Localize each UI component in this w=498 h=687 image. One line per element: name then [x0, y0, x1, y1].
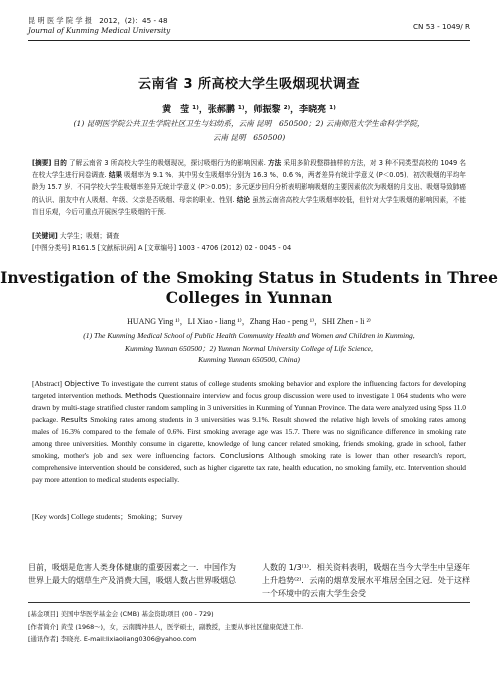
keywords-en: [32, 511, 183, 522]
affiliation-cn-line1: (1) 昆明医学院公共卫生学院社区卫生与妇幼系，云南 昆明 650500；2) 云南师范大学生命科学学院，: [73, 119, 425, 128]
footnote-author: [作者简介] 黄莹 (1968～)，女，云南腾冲县人，医学硕士，副教授，主要从事社区健康促进工作.: [28, 622, 304, 631]
title-en-line2: Colleges in Yunnan: [165, 288, 333, 307]
affiliation-cn-line2: 云南 昆明 650500): [212, 133, 286, 142]
footnote-correspondence: [通讯作者] 李晓亮. E-mail:lixiaoliang0306@yahoo.com: [28, 635, 197, 643]
journal-name-en: Journal of Kunming Medical University: [28, 26, 171, 35]
title-en: [0, 268, 498, 308]
cn-number: CN 53 - 1049/ R: [413, 22, 470, 31]
journal-header: [28, 16, 170, 36]
body-column-right: 人数的 1/3⁽¹⁾．相关资料表明，吸烟在当今大学生中呈逐年上升趋势⁽²⁾．云南的烟草发展水平堆居全国之冠．处于这样一个环境中的云南大学生会受: [262, 563, 470, 598]
result-label: 结果: [108, 171, 123, 180]
method-label: 方法: [268, 159, 282, 167]
methods-text: Questionnaire interview and focus group discussion were used to investigate 1 064 students who were drawn by multi-stage stratified cluster random sampling in 3 universities in Kunming of Yunnan Province. The data were analyzed using Spss 11.0 package.: [32, 391, 467, 424]
objective-text: To investigate the current status of college students smoking behavior and explore the influencing factors for developing targeted intervention methods.: [32, 379, 467, 400]
header-rule: [28, 40, 470, 41]
journal-name-cn: 昆 明 医 学 院 学 报 2012，(2)：45 - 48: [28, 16, 168, 25]
affiliation-en-line1: (1) The Kunming Medical School of Public Health Community Health and Women and Children in Kunming,: [83, 331, 415, 340]
title-en-line1: Investigation of the Smoking Status in Students in Three: [0, 268, 498, 287]
aim-label: 目的: [53, 159, 67, 167]
results-label: Results: [60, 415, 88, 424]
conclusions-text: Although smoking rate is lower than other research's report, comprehensive intervention should be considered, such as higher cigarette tax rate, health education, no smoking family, etc. Intervention should pay more attention to medical students especially.: [32, 451, 466, 484]
keywords-en-label: [Key words]: [32, 512, 70, 521]
objective-label: Objective: [64, 379, 100, 388]
abstract-cn: [32, 157, 466, 218]
keywords-cn-text: 大学生；吸烟；调查: [59, 232, 120, 240]
abstract-en: [32, 378, 466, 486]
keywords-cn-label: [关键词]: [32, 232, 58, 240]
result-text: 吸烟率为 9.1 %．其中男女生吸烟率分别为 16.3 %、0.6 %，两者差异有统计学意义 (P＜0.05)．初次吸烟的平均年龄为 15.7 岁．不同学校大学生吸烟率差异无统计学意义 (P＞0.05)；多元逐步回归分析表明影响吸烟的主要因素依次为吸烟的月支出、吸烟导致肺癌的认识、朋友中有人吸烟、年级、父亲是否吸烟、母亲的职业、性别.: [32, 171, 466, 204]
keywords-cn: [32, 230, 119, 240]
footnotes: [28, 608, 303, 646]
footnote-fund: [基金项目] 美国中华医学基金会 (CMB) 基金资助项目 (00 - 729): [28, 610, 214, 618]
affiliation-en-line3: Kunming Yunnan 650500, China): [198, 355, 300, 364]
aim-text: 了解云南省 3 所高校大学生的吸烟现况，探讨吸烟行为的影响因素.: [69, 159, 266, 167]
affiliation-en-line2: Kunming Yunnan 650500；2) Yunnan Normal University College of Life Science,: [125, 344, 373, 353]
classification-line: [中图分类号] R161.5 [文献标识码] A [文章编号] 1003 - 4706 (2012) 02 - 0045 - 04: [32, 244, 292, 252]
conclusion-text: 虽然云南省高校大学生吸烟率较低，但针对大学生吸烟的影响因素，不能盲目乐观，今后可重点开展医学生吸烟的干预.: [32, 195, 466, 216]
title-cn: 云南省 3 所高校大学生吸烟现状调查: [137, 77, 361, 92]
authors-cn: 黄 莹 ¹⁾，张郝鹏 ¹⁾，师振黎 ²⁾，李晓亮 ¹⁾: [162, 105, 336, 115]
body-column-left: 目前，吸烟是危害人类身体健康的重要因素之一．中国作为世界上最大的烟草生产及消费大国，吸烟人数占世界吸烟总: [28, 563, 236, 585]
footnote-rule: [28, 602, 470, 603]
conclusions-label: Conclusions: [219, 451, 265, 460]
method-text: 采用多阶段整群抽样的方法，对 3 种不同类型高校的 1049 名在校大学生进行问卷调查.: [32, 159, 466, 180]
methods-label: Methods: [125, 391, 157, 400]
authors-en: HUANG Ying ¹⁾，LI Xiao - liang ¹⁾，Zhang Hao - peng ¹⁾，SHI Zhen - li ²⁾: [127, 317, 371, 326]
abstract-en-label: [Abstract]: [32, 379, 62, 388]
keywords-en-text: College students；Smoking；Survey: [71, 512, 183, 521]
abstract-cn-label: [摘要]: [32, 159, 52, 167]
results-text: Smoking rates among students in 3 universities was 9.1%. Result showed the relative high levels of smoking rates among males of 16.3% compared to the female of 0.6%. First smoking average age was 15.7. There was no significance difference in smoking rate among three universities. Monthly consume in cigarette, knowledge of lung cancer related smoking, friends smoking, grade in school, father smoking, mother's job and sex were influencing factors.: [32, 415, 466, 460]
conclusion-label: 结论: [236, 195, 251, 204]
